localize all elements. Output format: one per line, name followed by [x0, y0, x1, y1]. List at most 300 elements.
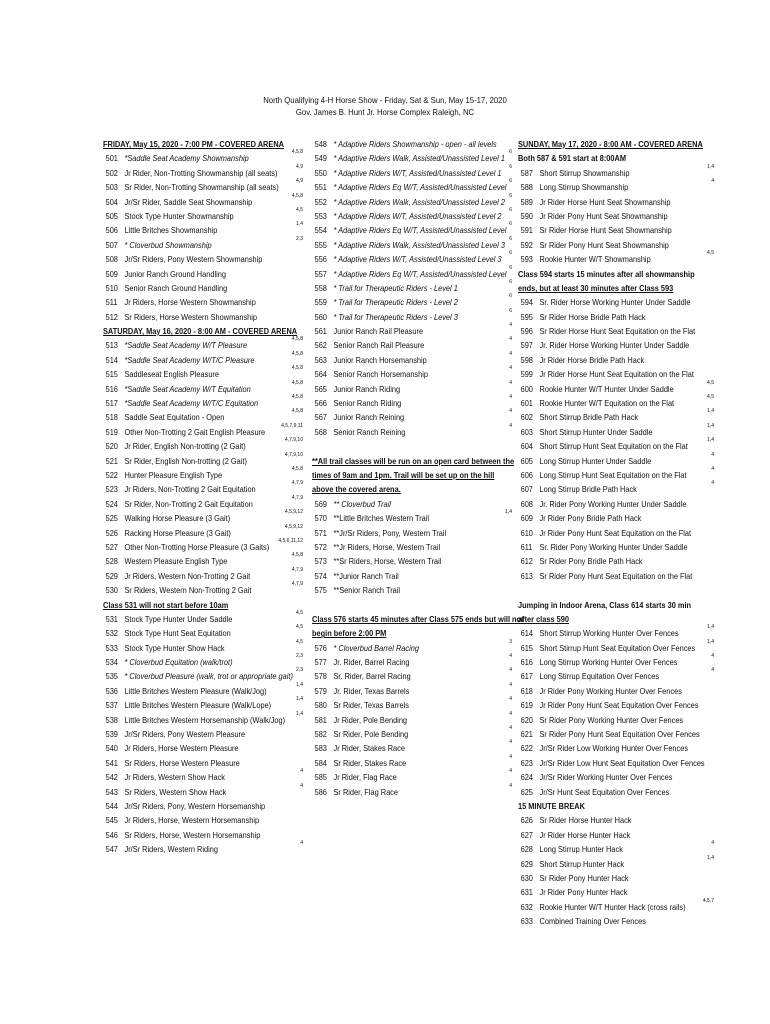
class-entry-body — [103, 252, 262, 266]
class-entry-body — [103, 382, 251, 396]
class-number: 611 — [520, 541, 533, 552]
class-entry-body — [103, 655, 233, 669]
footnote-ref: 1,4 — [707, 408, 714, 415]
class-number: 594 — [520, 297, 533, 308]
class-name: Sr Rider Horse Bridle Path Hack — [539, 311, 646, 322]
class-entry-body — [312, 367, 428, 381]
class-entry-body — [518, 482, 637, 496]
class-entry — [518, 698, 714, 712]
class-entry-body — [312, 252, 502, 266]
class-entry-body — [312, 281, 458, 295]
class-entry-body — [518, 180, 628, 194]
class-entry — [103, 223, 303, 237]
footnote-ref: 6 — [509, 149, 512, 156]
venue-line: Gov. James B. Hunt Jr. Horse Complex Raleigh, NC — [295, 107, 475, 117]
class-number: 558 — [314, 282, 327, 293]
class-entry — [312, 295, 512, 309]
class-entry — [518, 295, 714, 309]
class-entry-body — [103, 540, 269, 554]
class-entry — [518, 785, 714, 799]
class-name: *Saddle Seat Academy Showmanship — [124, 153, 249, 164]
class-name: Jr Rider Pony Working Hunter Over Fences — [539, 685, 682, 696]
section-heading-text: Class 531 will not start before 10am — [103, 599, 229, 610]
class-entry-body — [103, 338, 247, 352]
class-entry — [518, 713, 714, 727]
class-entry — [103, 180, 303, 194]
class-number: 520 — [105, 441, 118, 452]
class-entry-body — [518, 382, 674, 396]
class-number: 546 — [105, 829, 118, 840]
class-number: 608 — [520, 498, 533, 509]
class-entry — [103, 267, 303, 281]
footnote-ref: 1,4 — [296, 221, 303, 228]
section-heading — [312, 468, 512, 482]
section-heading-text: times of 9am and 1pm. Trail will be set up on the hill — [312, 469, 495, 480]
footnote-ref: 6 — [509, 235, 512, 242]
class-entry — [312, 151, 512, 165]
class-entry-body — [312, 238, 505, 252]
class-number: 583 — [314, 743, 327, 754]
class-entry-body — [518, 252, 651, 266]
class-number: 556 — [314, 254, 327, 265]
footnote-ref: 4,7,9 — [291, 480, 303, 487]
class-number: 617 — [520, 671, 533, 682]
class-name: Stock Type Hunter Under Saddle — [124, 613, 233, 624]
class-entry-body — [103, 281, 227, 295]
footnote-ref: 4,5,8 — [291, 465, 303, 472]
class-entry-body — [518, 914, 646, 928]
class-name: Sr Rider Horse Hunt Seat Equitation on the Flat — [539, 326, 696, 337]
class-name: Rookie Hunter W/T Showmanship — [539, 254, 651, 265]
class-entry — [312, 583, 512, 597]
class-entry — [518, 727, 714, 741]
class-number: 508 — [105, 254, 118, 265]
class-entry — [103, 741, 303, 755]
class-entry — [312, 422, 512, 439]
footnote-ref: 1,4 — [707, 638, 714, 645]
class-number: 625 — [520, 786, 533, 797]
class-name: Stock Type Hunt Seat Equitation — [124, 628, 231, 639]
section-heading-text: above the covered arena. — [312, 484, 401, 495]
class-name: * Cloverbud Barrel Racing — [333, 642, 419, 653]
class-number: 506 — [105, 225, 118, 236]
section-note-text: 15 MINUTE BREAK — [518, 800, 585, 811]
class-number: 582 — [314, 729, 327, 740]
class-entry-body — [518, 669, 659, 683]
class-entry-body — [518, 655, 677, 669]
class-name: Short Stirrup Hunter Under Saddle — [539, 426, 653, 437]
class-entry-body — [103, 238, 212, 252]
class-name: Jr/Sr Riders, Pony Western Showmanship — [124, 254, 263, 265]
class-name: Jr Rider Horse Hunt Seat Showmanship — [539, 196, 671, 207]
class-entry — [103, 281, 303, 295]
class-entry — [312, 681, 512, 698]
footnote-ref: 6 — [509, 307, 512, 314]
class-name: Sr Riders, Horse, Western Horsemanship — [124, 829, 261, 840]
class-entry-body — [103, 180, 279, 194]
class-number: 616 — [520, 657, 533, 668]
class-number: 629 — [520, 858, 533, 869]
footnote-ref: 6 — [509, 250, 512, 257]
footnote-ref: 4,5,8 — [291, 149, 303, 156]
class-number: 541 — [105, 757, 118, 768]
class-number: 566 — [314, 398, 327, 409]
footnote-ref: 4,5 — [296, 206, 303, 213]
class-number: 560 — [314, 311, 327, 322]
class-entry — [312, 278, 512, 295]
class-name: Long Stirrup Bridle Path Hack — [539, 484, 637, 495]
class-number: 529 — [105, 570, 118, 581]
class-entry — [103, 151, 303, 165]
class-number: 562 — [314, 340, 327, 351]
class-number: 559 — [314, 297, 327, 308]
class-name: Jr Rider, English Non-trotting (2 Gait) — [124, 441, 246, 452]
class-entry-body — [518, 540, 688, 554]
class-name: Long Stirrup Equitation Over Fences — [539, 671, 660, 682]
class-entry-body — [518, 425, 652, 439]
class-entry — [518, 741, 714, 755]
class-entry — [312, 163, 512, 180]
class-entry-body — [103, 295, 256, 309]
footnote-ref: 4 — [509, 350, 512, 357]
class-number: 515 — [105, 369, 118, 380]
class-number: 538 — [105, 714, 118, 725]
class-entry — [518, 770, 714, 784]
class-number: 578 — [314, 671, 327, 682]
class-entry-body — [518, 410, 638, 424]
class-entry-body — [103, 554, 227, 568]
footnote-ref: 4 — [509, 725, 512, 732]
class-number: 527 — [105, 541, 118, 552]
class-entry-body — [518, 468, 687, 482]
class-entry-body — [103, 410, 224, 424]
class-entry — [103, 626, 303, 640]
footnote-ref: 4,5,8 — [291, 408, 303, 415]
class-entry — [312, 206, 512, 223]
class-entry-body — [312, 770, 397, 784]
class-number: 610 — [520, 527, 533, 538]
class-number: 507 — [105, 239, 118, 250]
class-name: * Adaptive Riders Walk, Assisted/Unassisted Level 3 — [333, 239, 505, 250]
class-entry — [103, 439, 303, 453]
class-entry — [518, 554, 714, 568]
class-number: 550 — [314, 167, 327, 178]
spacer — [518, 583, 714, 597]
class-entry — [312, 410, 512, 424]
class-entry — [518, 163, 714, 180]
footnote-ref: 6 — [509, 278, 512, 285]
section-heading — [103, 137, 303, 151]
class-entry — [518, 324, 714, 338]
class-number: 557 — [314, 268, 327, 279]
class-entry — [103, 828, 303, 842]
class-entry-body — [103, 209, 234, 223]
class-number: 526 — [105, 527, 118, 538]
class-entry-body — [312, 195, 505, 209]
class-entry-body — [312, 756, 406, 770]
class-entry — [103, 422, 303, 439]
class-entry-body — [103, 641, 225, 655]
class-entry-body — [312, 641, 419, 655]
class-entry — [103, 770, 303, 784]
class-entry-body — [103, 569, 250, 583]
schedule-column-3 — [518, 137, 714, 928]
class-entry — [103, 494, 303, 511]
class-entry-body — [312, 497, 391, 511]
class-name: Senior Ranch Rail Pleasure — [333, 340, 425, 351]
class-name: Long Stirrup Hunt Seat Equitation on the Flat — [539, 469, 687, 480]
class-name: Sr. Rider Horse Working Hunter Under Saddle — [539, 297, 691, 308]
class-entry — [518, 897, 714, 914]
class-name: * Cloverbud Pleasure (walk, trot or appropriate gait) — [124, 671, 293, 682]
class-entry-body — [312, 526, 446, 540]
class-name: Jr Rider, Non-Trotting Showmanship (all seats) — [124, 167, 278, 178]
class-entry-body — [103, 223, 217, 237]
footnote-ref: 4,5,7 — [702, 897, 714, 904]
class-number: 624 — [520, 772, 533, 783]
class-entry-body — [518, 526, 691, 540]
class-number: 603 — [520, 426, 533, 437]
footnote-ref: 6 — [509, 206, 512, 213]
section-heading-text: FRIDAY, May 15, 2020 - 7:00 PM - COVERED ARENA — [103, 139, 284, 149]
class-entry-body — [518, 310, 645, 324]
class-name: Stock Type Hunter Showmanship — [124, 210, 234, 221]
footnote-ref: 4,5 — [707, 394, 714, 401]
class-number: 502 — [105, 167, 118, 178]
class-entry — [518, 842, 714, 856]
section-heading-text: SATURDAY, May 16, 2020 - 8:00 AM - COVERED ARENA — [103, 326, 298, 337]
class-entry — [103, 350, 303, 367]
class-entry-body — [103, 367, 219, 381]
class-entry-body — [103, 669, 293, 683]
class-name: Walking Horse Pleasure (3 Gait) — [124, 513, 231, 524]
footnote-ref: 4,5,9,12 — [284, 523, 303, 530]
class-name: Other Non-Trotting Horse Pleasure (3 Gaits) — [124, 541, 270, 552]
class-name: **Jr Riders, Horse, Western Trail — [333, 541, 441, 552]
class-entry-body — [312, 137, 497, 151]
class-number: 630 — [520, 872, 533, 883]
footnote-ref: 1,4 — [707, 624, 714, 631]
class-number: 518 — [105, 412, 118, 423]
class-entry — [312, 782, 512, 799]
class-entry — [103, 367, 303, 381]
class-entry-body — [312, 713, 407, 727]
class-name: Jr. Rider Horse Working Hunter Under Saddle — [539, 340, 690, 351]
class-name: Sr Rider Pony Hunt Seat Equitation Over Fences — [539, 729, 700, 740]
class-entry-body — [518, 497, 686, 511]
class-name: Jr Rider, Pole Bending — [333, 714, 408, 725]
class-entry — [103, 681, 303, 698]
class-name: Sr Rider, English Non-trotting (2 Gait) — [124, 455, 247, 466]
class-entry-body — [103, 842, 218, 856]
class-number: 612 — [520, 556, 533, 567]
class-name: Rookie Hunter W/T Hunter Hack (cross rails) — [539, 901, 686, 912]
class-name: Long Stirrup Showmanship — [539, 182, 629, 193]
class-entry-body — [312, 727, 408, 741]
class-name: Sr Rider, Non-Trotting Showmanship (all seats) — [124, 182, 279, 193]
class-entry-body — [312, 569, 399, 583]
class-name: Racking Horse Pleasure (3 Gait) — [124, 527, 231, 538]
class-entry — [518, 195, 714, 209]
class-entry — [518, 439, 714, 453]
class-entry — [518, 396, 714, 410]
footnote-ref: 4 — [509, 753, 512, 760]
footnote-ref: 4 — [509, 336, 512, 343]
section-note-text: Jumping in Indoor Arena, Class 614 starts 30 min — [518, 599, 692, 610]
class-number: 580 — [314, 700, 327, 711]
class-number: 585 — [314, 772, 327, 783]
class-number: 551 — [314, 182, 327, 193]
class-name: Jr Rider, Stakes Race — [333, 743, 405, 754]
class-number: 503 — [105, 182, 118, 193]
class-entry — [103, 537, 303, 554]
class-number: 522 — [105, 469, 118, 480]
class-name: Combined Training Over Fences — [539, 916, 646, 927]
class-entry — [518, 885, 714, 899]
class-name: Long Stirrup Hunter Hack — [539, 844, 623, 855]
class-name: Sr. Rider, Barrel Racing — [333, 671, 411, 682]
class-entry-body — [103, 741, 239, 755]
class-name: Little Britches Western Pleasure (Walk/Lope) — [124, 700, 272, 711]
class-entry-body — [103, 353, 254, 367]
footnote-ref: 4 — [509, 422, 512, 429]
class-name: *Saddle Seat Academy W/T/C Pleasure — [124, 354, 255, 365]
class-number: 505 — [105, 210, 118, 221]
class-name: * Adaptive Riders Walk, Assisted/Unassisted Level 1 — [333, 153, 505, 164]
class-entry-body — [312, 684, 409, 698]
class-number: 539 — [105, 729, 118, 740]
class-entry-body — [518, 713, 683, 727]
class-entry — [312, 137, 512, 151]
class-name: *Saddle Seat Academy W/T/C Equitation — [124, 398, 259, 409]
class-name: Sr Rider, Stakes Race — [333, 757, 407, 768]
class-entry — [103, 310, 303, 324]
class-number: 517 — [105, 398, 118, 409]
class-name: Jr Riders, Western Non-Trotting 2 Gait — [124, 570, 251, 581]
class-name: Junior Ranch Riding — [333, 383, 401, 394]
section-heading-text: after class 590 — [518, 613, 569, 624]
class-number: 573 — [314, 556, 327, 567]
class-number: 561 — [314, 326, 327, 337]
class-name: Saddle Seat Equitation - Open — [124, 412, 225, 423]
class-entry-body — [312, 166, 502, 180]
class-entry — [518, 465, 714, 482]
footnote-ref: 1,4 — [707, 422, 714, 429]
class-name: Jr Rider Pony Hunt Seat Equitation on the Flat — [539, 527, 692, 538]
section-heading — [312, 626, 512, 640]
section-heading — [103, 598, 303, 612]
class-number: 564 — [314, 369, 327, 380]
class-entry — [518, 379, 714, 396]
class-name: Jr Rider Pony Bridle Path Hack — [539, 513, 642, 524]
class-entry — [312, 569, 512, 583]
class-entry — [518, 914, 714, 928]
class-entry-body — [103, 785, 226, 799]
class-entry-body — [312, 425, 405, 439]
class-number: 511 — [105, 297, 118, 308]
class-name: Sr Rider, Texas Barrels — [333, 700, 409, 711]
class-entry — [312, 526, 512, 540]
class-number: 554 — [314, 225, 327, 236]
class-name: * Cloverbud Equitation (walk/trot) — [124, 657, 233, 668]
class-entry-body — [518, 813, 632, 827]
class-entry-body — [312, 353, 427, 367]
class-name: Little Britches Showmanship — [124, 225, 218, 236]
class-number: 540 — [105, 743, 118, 754]
footnote-ref: 1,4 — [296, 681, 303, 688]
class-entry — [103, 379, 303, 396]
class-number: 555 — [314, 239, 327, 250]
class-entry — [312, 367, 512, 381]
class-name: Sr Rider, Flag Race — [333, 786, 398, 797]
class-entry-body — [103, 612, 232, 626]
class-entry-body — [518, 353, 644, 367]
class-entry — [518, 655, 714, 669]
class-name: * Adaptive Riders Eq W/T, Assisted/Unassisted Level — [333, 182, 507, 193]
class-entry — [312, 379, 512, 396]
class-name: Sr Rider, Non-Trotting 2 Gait Equitation — [124, 498, 253, 509]
class-entry — [103, 482, 303, 496]
class-entry — [518, 684, 714, 698]
class-entry — [312, 338, 512, 352]
class-entry-body — [103, 799, 265, 813]
class-name: Short Stirrup Showmanship — [539, 167, 630, 178]
class-entry-body — [312, 583, 400, 597]
class-entry — [103, 410, 303, 424]
class-entry — [103, 669, 303, 683]
class-entry — [518, 338, 714, 352]
class-entry-body — [518, 511, 641, 525]
class-entry — [312, 638, 512, 655]
class-number: 607 — [520, 484, 533, 495]
class-entry — [103, 465, 303, 482]
class-number: 504 — [105, 196, 118, 207]
class-entry-body — [518, 727, 700, 741]
class-name: Jr Riders, Horse Western Showmanship — [124, 297, 256, 308]
class-entry-body — [103, 698, 271, 712]
footnote-ref: 4 — [711, 653, 714, 660]
section-note — [518, 151, 714, 165]
footnote-ref: 4,5,7,9,11 — [281, 422, 303, 429]
footnote-ref: 4 — [509, 768, 512, 775]
class-entry — [103, 235, 303, 252]
class-number: 577 — [314, 657, 327, 668]
class-entry — [518, 871, 714, 885]
class-name: Sr Riders, Horse Western Pleasure — [124, 757, 240, 768]
class-entry — [518, 813, 714, 827]
class-entry — [312, 192, 512, 209]
class-number: 602 — [520, 412, 533, 423]
class-entry-body — [103, 583, 251, 597]
class-name: Short Stirrup Hunt Seat Equitation on the Flat — [539, 441, 688, 452]
class-number: 521 — [105, 455, 118, 466]
class-number: 622 — [520, 743, 533, 754]
class-entry — [518, 756, 714, 770]
class-name: Sr Rider Pony Hunt Seat Equitation on the Flat — [539, 570, 693, 581]
class-entry-body — [518, 569, 692, 583]
class-name: * Adaptive Riders W/T, Assisted/Unassisted Level 2 — [333, 210, 502, 221]
class-entry — [103, 698, 303, 712]
class-name: **Senior Ranch Trail — [333, 585, 401, 596]
class-name: Long Stirrup Hunter Under Saddle — [539, 455, 652, 466]
footnote-ref: 4 — [300, 840, 303, 847]
footnote-ref: 6 — [509, 221, 512, 228]
section-heading-text: begin before 2:00 PM — [312, 628, 387, 639]
class-entry-body — [312, 511, 429, 525]
class-entry-body — [518, 871, 629, 885]
footnote-ref: 4 — [509, 365, 512, 372]
footnote-ref: 4,5,8 — [291, 336, 303, 343]
